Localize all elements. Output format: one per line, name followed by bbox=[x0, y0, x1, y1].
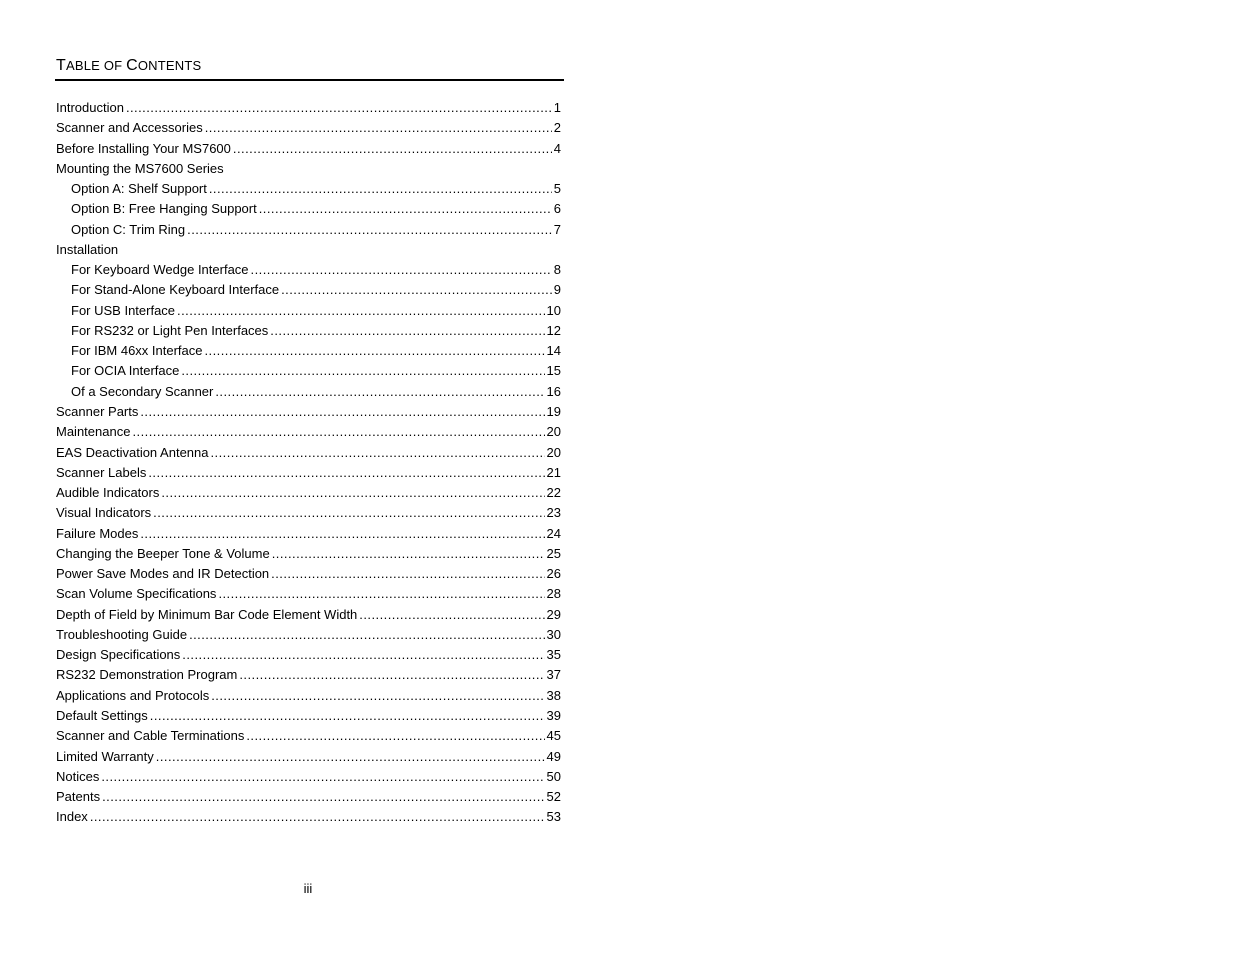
toc-dot-leader bbox=[239, 665, 544, 685]
toc-entry-title: Scan Volume Specifications bbox=[56, 584, 217, 604]
toc-dot-leader bbox=[182, 645, 544, 665]
title-rest-able-of: ABLE OF bbox=[65, 58, 127, 73]
toc-page-number: 16 bbox=[546, 383, 561, 399]
toc-dot-leader bbox=[215, 382, 544, 402]
toc-page-number: 53 bbox=[546, 809, 561, 825]
toc-entry[interactable] bbox=[56, 139, 561, 159]
toc-dot-leader bbox=[205, 341, 545, 361]
toc-page-number: 10 bbox=[546, 302, 561, 318]
toc-dot-leader bbox=[281, 280, 552, 300]
toc-entry-title: Applications and Protocols bbox=[56, 686, 210, 706]
toc-dot-leader bbox=[211, 686, 544, 706]
toc-entry-title: Introduction bbox=[56, 98, 125, 118]
toc-entry-title: Scanner and Accessories bbox=[56, 118, 204, 138]
toc-page-number: 7 bbox=[553, 221, 561, 237]
toc-entry-title: Maintenance bbox=[56, 422, 131, 442]
toc-dot-leader bbox=[177, 301, 544, 321]
toc-entry-title: Depth of Field by Minimum Bar Code Element Width bbox=[56, 605, 358, 625]
toc-entry[interactable] bbox=[56, 686, 561, 706]
toc-entry[interactable] bbox=[56, 807, 561, 827]
toc-page-number: 29 bbox=[546, 606, 561, 622]
toc-entry[interactable] bbox=[56, 524, 561, 544]
title-initial-c: C bbox=[126, 57, 138, 74]
toc-entry-title: Before Installing Your MS7600 bbox=[56, 139, 232, 159]
toc-page-number: 50 bbox=[546, 768, 561, 784]
toc-dot-leader bbox=[150, 706, 545, 726]
toc-page-number: 9 bbox=[553, 282, 561, 298]
toc-dot-leader bbox=[271, 564, 544, 584]
toc-dot-leader bbox=[140, 402, 544, 422]
toc-entry[interactable] bbox=[56, 726, 561, 746]
toc-page-number: 38 bbox=[546, 687, 561, 703]
title-initial-t: T bbox=[56, 57, 66, 74]
toc-dot-leader bbox=[161, 483, 544, 503]
toc-page-number: 49 bbox=[546, 748, 561, 764]
toc-page-number: 37 bbox=[546, 667, 561, 683]
toc-dot-leader bbox=[156, 747, 545, 767]
toc-entry-title: Limited Warranty bbox=[56, 747, 155, 767]
toc-page-number: 14 bbox=[546, 343, 561, 359]
toc-entry-title: Failure Modes bbox=[56, 524, 139, 544]
toc-dot-leader bbox=[233, 139, 552, 159]
toc-entry[interactable] bbox=[56, 422, 561, 442]
toc-page-number: 30 bbox=[546, 626, 561, 642]
toc-entry-title: For RS232 or Light Pen Interfaces bbox=[71, 321, 269, 341]
toc-entry-title: For OCIA Interface bbox=[71, 361, 180, 381]
toc-dot-leader bbox=[359, 605, 544, 625]
toc-entry-title: Option C: Trim Ring bbox=[71, 220, 186, 240]
toc-dot-leader bbox=[259, 199, 552, 219]
title-rest-ontents: ONTENTS bbox=[137, 58, 202, 73]
toc-page-number: 39 bbox=[546, 707, 561, 723]
toc-entry[interactable] bbox=[56, 220, 561, 240]
toc-entry-title: Troubleshooting Guide bbox=[56, 625, 188, 645]
toc-entry-title: Mounting the MS7600 Series bbox=[56, 159, 225, 179]
toc-page-number: 15 bbox=[546, 363, 561, 379]
toc-entry-title: For Stand-Alone Keyboard Interface bbox=[71, 280, 280, 300]
toc-entry-title: Scanner and Cable Terminations bbox=[56, 726, 245, 746]
toc-dot-leader bbox=[272, 544, 545, 564]
toc-entry[interactable] bbox=[56, 98, 561, 118]
toc-entry[interactable] bbox=[56, 787, 561, 807]
toc-entry[interactable] bbox=[56, 301, 561, 321]
toc-entry-title: Visual Indicators bbox=[56, 503, 152, 523]
toc-page-number: 20 bbox=[546, 424, 561, 440]
toc-page-number: 6 bbox=[553, 201, 561, 217]
toc-entry-title: Power Save Modes and IR Detection bbox=[56, 564, 270, 584]
toc-dot-leader bbox=[153, 503, 544, 523]
toc-entry[interactable] bbox=[56, 402, 561, 422]
toc-dot-leader bbox=[181, 361, 544, 381]
toc-entry[interactable] bbox=[56, 767, 561, 787]
toc-dot-leader bbox=[218, 584, 544, 604]
toc-entry[interactable] bbox=[56, 443, 561, 463]
toc-page-number: 23 bbox=[546, 505, 561, 521]
toc-entry[interactable] bbox=[56, 564, 561, 584]
toc-page-number: 52 bbox=[546, 789, 561, 805]
toc-dot-leader bbox=[148, 463, 544, 483]
toc-page-number: 12 bbox=[546, 322, 561, 338]
toc-page-number: 4 bbox=[553, 140, 561, 156]
toc-entry[interactable] bbox=[56, 341, 561, 361]
toc-entry-title: Audible Indicators bbox=[56, 483, 160, 503]
toc-dot-leader bbox=[205, 118, 552, 138]
toc-entry[interactable] bbox=[56, 280, 561, 300]
toc-dot-leader bbox=[211, 443, 545, 463]
toc-page-number: 21 bbox=[546, 464, 561, 480]
toc-entry[interactable] bbox=[56, 260, 561, 280]
toc-entry-title: Default Settings bbox=[56, 706, 149, 726]
toc-page-number: 28 bbox=[546, 586, 561, 602]
toc-entry[interactable] bbox=[56, 747, 561, 767]
toc-entry[interactable] bbox=[56, 584, 561, 604]
toc-page-number: 5 bbox=[553, 181, 561, 197]
toc-entry[interactable] bbox=[56, 361, 561, 381]
toc-page-number: 1 bbox=[553, 100, 561, 115]
toc-dot-leader bbox=[140, 524, 544, 544]
toc-entry-title: For Keyboard Wedge Interface bbox=[71, 260, 250, 280]
toc-page-number: 35 bbox=[546, 647, 561, 663]
toc-dot-leader bbox=[126, 98, 552, 118]
toc-page-number: 20 bbox=[546, 444, 561, 460]
toc-page-number: 24 bbox=[546, 525, 561, 541]
toc-page-number: 2 bbox=[553, 120, 561, 136]
toc-dot-leader bbox=[132, 422, 544, 442]
toc-list bbox=[56, 98, 561, 828]
toc-section-heading[interactable] bbox=[56, 159, 561, 179]
toc-entry-title: Scanner Parts bbox=[56, 402, 139, 422]
toc-dot-leader bbox=[187, 220, 552, 240]
toc-dot-leader bbox=[270, 321, 544, 341]
toc-entry-title: Of a Secondary Scanner bbox=[71, 382, 214, 402]
toc-entry[interactable] bbox=[56, 382, 561, 402]
toc-entry[interactable] bbox=[56, 321, 561, 341]
toc-entry[interactable] bbox=[56, 645, 561, 665]
toc-entry-title: Notices bbox=[56, 767, 100, 787]
toc-entry[interactable] bbox=[56, 605, 561, 625]
toc-page-number: 25 bbox=[546, 545, 561, 561]
toc-page-number: 22 bbox=[546, 485, 561, 501]
toc-entry-title: Option B: Free Hanging Support bbox=[71, 199, 258, 219]
toc-entry[interactable] bbox=[56, 179, 561, 199]
toc-entry[interactable] bbox=[56, 706, 561, 726]
toc-dot-leader bbox=[102, 787, 544, 807]
toc-page-number: 26 bbox=[546, 566, 561, 582]
toc-entry[interactable] bbox=[56, 625, 561, 645]
toc-entry[interactable] bbox=[56, 503, 561, 523]
toc-entry[interactable] bbox=[56, 544, 561, 564]
toc-entry-title: EAS Deactivation Antenna bbox=[56, 443, 210, 463]
toc-section-heading[interactable] bbox=[56, 240, 561, 260]
toc-entry[interactable] bbox=[56, 118, 561, 138]
toc-entry[interactable] bbox=[56, 665, 561, 685]
toc-entry-title: For USB Interface bbox=[71, 301, 176, 321]
toc-entry-title: RS232 Demonstration Program bbox=[56, 665, 238, 685]
toc-entry[interactable] bbox=[56, 199, 561, 219]
toc-page-number: 45 bbox=[546, 728, 561, 744]
toc-dot-leader bbox=[101, 767, 544, 787]
toc-dot-leader bbox=[90, 807, 545, 827]
toc-entry-title: Design Specifications bbox=[56, 645, 181, 665]
toc-entry-title: For IBM 46xx Interface bbox=[71, 341, 204, 361]
toc-entry-title: Installation bbox=[56, 240, 119, 260]
page-number: iii bbox=[303, 881, 313, 896]
toc-dot-leader bbox=[246, 726, 544, 746]
toc-entry[interactable] bbox=[56, 483, 561, 503]
toc-entry-title: Option A: Shelf Support bbox=[71, 179, 208, 199]
page-title bbox=[56, 56, 201, 76]
toc-entry-title: Patents bbox=[56, 787, 101, 807]
toc-dot-leader bbox=[251, 260, 552, 280]
toc-page-number: 8 bbox=[553, 262, 561, 278]
toc-page-number: 19 bbox=[546, 403, 561, 419]
toc-entry-title: Index bbox=[56, 807, 89, 827]
toc-entry-title: Changing the Beeper Tone & Volume bbox=[56, 544, 271, 564]
title-underline bbox=[55, 79, 564, 81]
toc-dot-leader bbox=[189, 625, 544, 645]
toc-entry[interactable] bbox=[56, 463, 561, 483]
toc-dot-leader bbox=[209, 179, 552, 199]
toc-entry-title: Scanner Labels bbox=[56, 463, 147, 483]
